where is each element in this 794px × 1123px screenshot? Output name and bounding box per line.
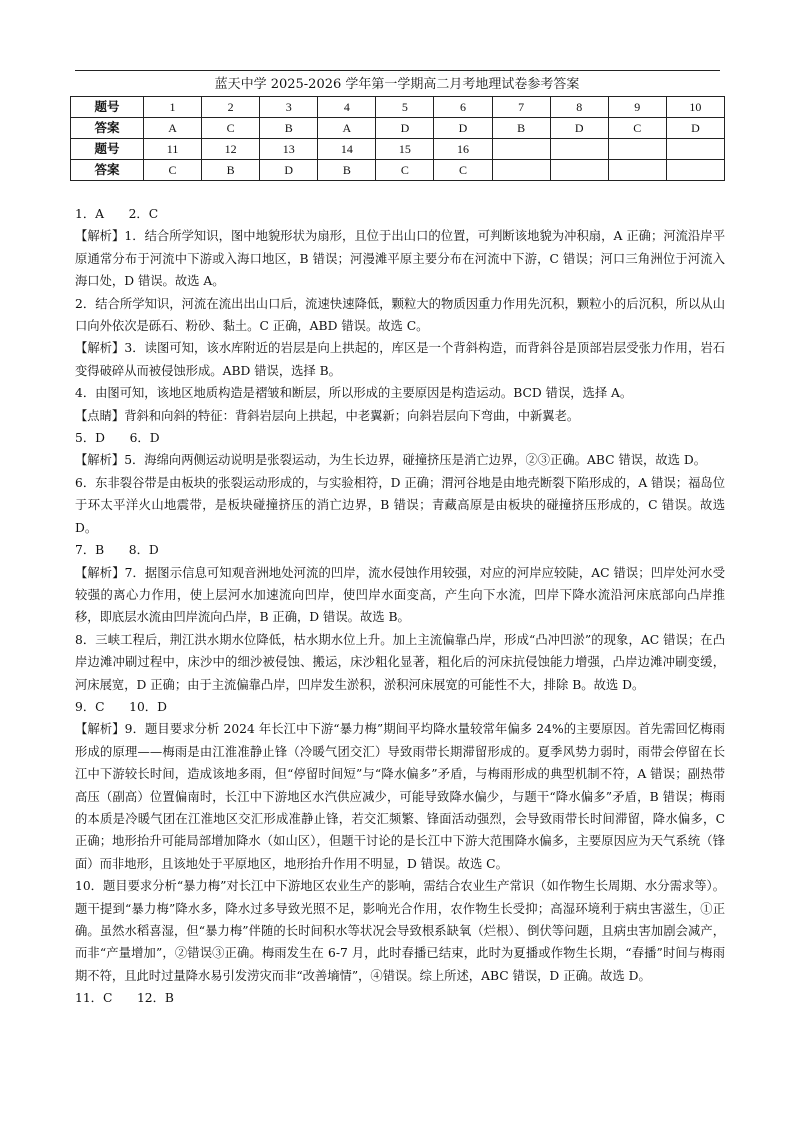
answer-cell: D bbox=[550, 118, 608, 139]
question-number-cell: 14 bbox=[318, 139, 376, 160]
question-number-cell: 3 bbox=[260, 97, 318, 118]
answer-cell: C bbox=[376, 160, 434, 181]
empty-cell bbox=[666, 139, 724, 160]
key-point-paragraph: 【点睛】背斜和向斜的特征：背斜岩层向上拱起，中老翼新；向斜岩层向下弯曲，中新翼老。 bbox=[75, 408, 580, 423]
question-number-cell: 12 bbox=[202, 139, 260, 160]
question-number-cell: 11 bbox=[144, 139, 202, 160]
explanation-paragraph: 【解析】3．读图可知，该水库附近的岩层是向上拱起的，库区是一个背斜构造，而背斜谷是顶部岩层受张力作用，岩石变得破碎从而被侵蚀形成。ABD 错误，选择 B。 bbox=[75, 341, 725, 378]
answer-cell: D bbox=[434, 118, 492, 139]
explanation-paragraph: 【解析】5．海绵向两侧运动说明是张裂运动，为生长边界，碰撞挤压是消亡边界，②③正确。ABC 错误，故选 D。 bbox=[75, 453, 707, 468]
answer-cell: C bbox=[434, 160, 492, 181]
answer-cell: C bbox=[202, 118, 260, 139]
empty-cell bbox=[492, 139, 550, 160]
answer-cell: B bbox=[260, 118, 318, 139]
explanation-paragraph: 6．东非裂谷带是由板块的张裂运动形成的，与实验相符，D 正确；渭河谷地是由地壳断裂下陷形成的，A 错误；福岛位于环太平洋火山地震带，是板块碰撞挤压的消亡边界，B 错误；青藏高原是由板块的碰撞挤压形成的，C 错误。故选 D。 bbox=[75, 475, 725, 535]
explanation-paragraph: 【解析】1．结合所学知识，图中地貌形状为扇形，且位于出山口的位置，可判断该地貌为冲积扇，A 正确；河流沿岸平原通常分布于河流中下游或入海口地区，B 错误；河漫滩平原主要分布在河流中下游，C 错误；河口三角洲位于河流入海口处，D 错误。故选 A。 bbox=[75, 229, 725, 289]
answer-line: 5．D 6．D bbox=[75, 431, 160, 446]
answer-table bbox=[70, 96, 725, 181]
row-label: 答案 bbox=[71, 118, 144, 139]
question-number-cell: 8 bbox=[550, 97, 608, 118]
empty-cell bbox=[550, 139, 608, 160]
question-number-cell: 5 bbox=[376, 97, 434, 118]
table-row bbox=[71, 139, 725, 160]
answer-cell: D bbox=[666, 118, 724, 139]
empty-cell bbox=[608, 160, 666, 181]
explanation-paragraph: 【解析】7．据图示信息可知观音洲地处河流的凹岸，流水侵蚀作用较强，对应的河岸应较陡，AC 错误；凹岸处河水受较强的离心力作用，使上层河水加速流向凹岸，使凹岸水面变高，产生向下水流，凹岸下降水流沿河床底部向凸岸推移，即底层水流由凹岸流向凸岸，B 正确，D 错误。故选 B。 bbox=[75, 565, 725, 625]
answer-line: 1．A 2．C bbox=[75, 207, 159, 221]
question-number-cell: 4 bbox=[318, 97, 376, 118]
question-number-cell: 7 bbox=[492, 97, 550, 118]
question-number-cell: 16 bbox=[434, 139, 492, 160]
row-label: 答案 bbox=[71, 160, 144, 181]
answer-line: 11．C 12．B bbox=[75, 991, 174, 1006]
row-label: 题号 bbox=[71, 97, 144, 118]
explanation-paragraph: 【解析】9．题目要求分析 2024 年长江中下游“暴力梅”期间平均降水量较常年偏多 24%的主要原因。首先需回忆梅雨形成的原理——梅雨是由江淮准静止锋（冷暖气团交汇）导致雨带长期滞留形成的。夏季风势力弱时，雨带会停留在长江中下游较长时间，造成该地多雨，但“停留时间短”与“降水偏多”矛盾，与梅雨形成的典型机制不符，A 错误；副热带高压（副高）位置偏南时，长江中下游地区水汽供应减少，可能导致降水偏少，与题干“降水偏多”矛盾，B 错误；梅雨的本质是冷暖气团在江淮地区交汇形成准静止锋，若交汇频繁、锋面活动强烈，会导致雨带长时间滞留，降水偏多，C 正确；地形抬升可能局部增加降水（如山区），但题干讨论的是长江中下游大范围降水偏多，主要原因应为天气系统（锋面）而非地形，且该地处于平原地区，地形抬升作用不明显，D 错误。故选 C。 bbox=[75, 722, 725, 871]
answer-cell: A bbox=[144, 118, 202, 139]
empty-cell bbox=[492, 160, 550, 181]
answer-cell: B bbox=[202, 160, 260, 181]
answer-explanations bbox=[75, 203, 725, 1010]
question-number-cell: 1 bbox=[144, 97, 202, 118]
answer-line: 7．B 8．D bbox=[75, 543, 159, 558]
answer-cell: B bbox=[318, 160, 376, 181]
question-number-cell: 10 bbox=[666, 97, 724, 118]
answer-line: 9．C 10．D bbox=[75, 699, 167, 714]
question-number-cell: 13 bbox=[260, 139, 318, 160]
question-number-cell: 6 bbox=[434, 97, 492, 118]
table-row bbox=[71, 97, 725, 118]
table-row bbox=[71, 118, 725, 139]
explanation-paragraph: 8．三峡工程后，荆江洪水期水位降低，枯水期水位上升。加上主流偏靠凸岸，形成“凸冲凹淤”的现象，AC 错误；在凸岸边滩冲刷过程中，床沙中的细沙被侵蚀、搬运，床沙粗化显著，粗化后的河床抗侵蚀能力增强，凸岸边滩冲刷变缓，河床展宽，D 正确；由于主流偏靠凸岸，凹岸发生淤积，淤积河床展宽的可能性不大，排除 B。故选 D。 bbox=[75, 632, 725, 692]
answer-cell: B bbox=[492, 118, 550, 139]
question-number-cell: 15 bbox=[376, 139, 434, 160]
empty-cell bbox=[666, 160, 724, 181]
explanation-paragraph: 4．由图可知，该地区地质构造是褶皱和断层，所以形成的主要原因是构造运动。BCD 错误，选择 A。 bbox=[75, 386, 633, 401]
row-label: 题号 bbox=[71, 139, 144, 160]
explanation-paragraph: 10．题目要求分析“暴力梅”对长江中下游地区农业生产的影响，需结合农业生产常识（如作物生长周期、水分需求等）。题干提到“暴力梅”降水多，降水过多导致光照不足，影响光合作用，农作物生长受抑；高湿环境利于病虫害滋生，①正确。虽然水稻喜湿，但“暴力梅”伴随的长时间积水等状况会导致根系缺氧（烂根）、倒伏等问题，且病虫害加剧会减产，而非“产量增加”，②错误③正确。梅雨发生在 6-7 月，此时春播已结束，此时为夏播或作物生长期，“春播”时间与梅雨期不符，且此时过量降水易引发涝灾而非“改善墒情”，④错误。综上所述，ABC 错误，D 正确。故选 D。 bbox=[75, 879, 725, 983]
answer-cell: D bbox=[260, 160, 318, 181]
table-row bbox=[71, 160, 725, 181]
answer-cell: A bbox=[318, 118, 376, 139]
question-number-cell: 2 bbox=[202, 97, 260, 118]
question-number-cell: 9 bbox=[608, 97, 666, 118]
answer-cell: D bbox=[376, 118, 434, 139]
header-rule bbox=[75, 70, 720, 71]
answer-cell: C bbox=[144, 160, 202, 181]
answer-cell: C bbox=[608, 118, 666, 139]
explanation-paragraph: 2．结合所学知识，河流在流出出山口后，流速快速降低，颗粒大的物质因重力作用先沉积，颗粒小的后沉积，所以从山口向外依次是砾石、粉砂、黏土。C 正确，ABD 错误。故选 C。 bbox=[75, 296, 725, 334]
empty-cell bbox=[608, 139, 666, 160]
empty-cell bbox=[550, 160, 608, 181]
page-title: 蓝天中学 2025-2026 学年第一学期高二月考地理试卷参考答案 bbox=[214, 77, 580, 92]
